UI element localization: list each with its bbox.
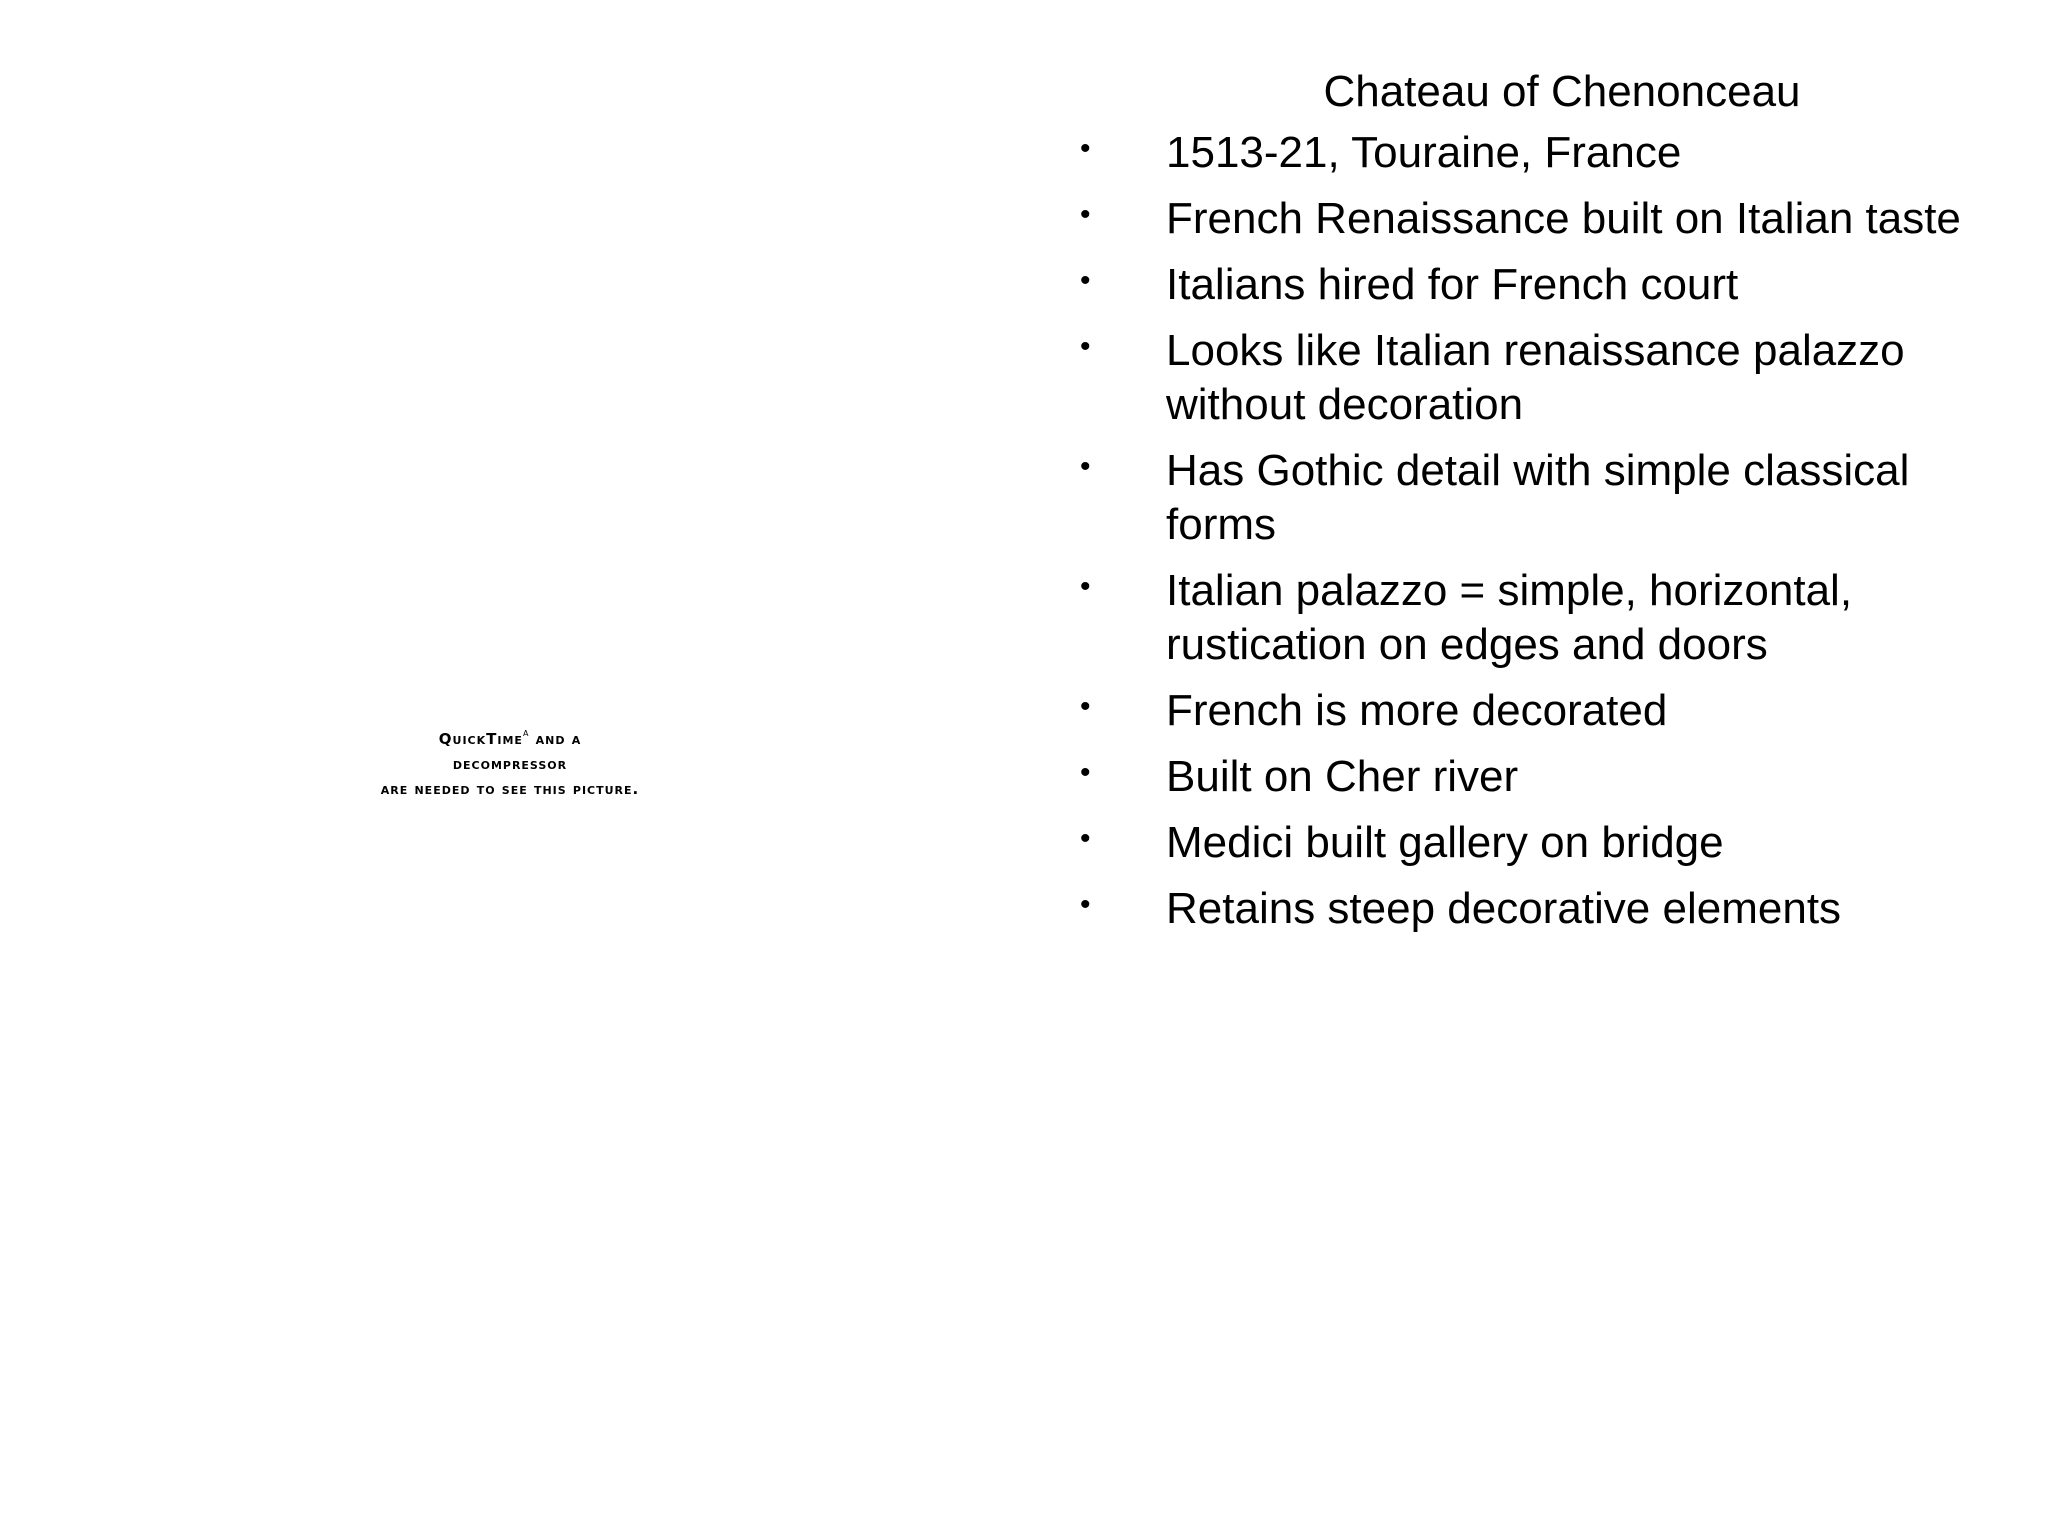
bullet-text: Italians hired for French court [1166, 260, 1739, 309]
placeholder-line-3: are needed to see this picture. [380, 780, 640, 798]
bullet-text: 1513-21, Touraine, France [1166, 128, 1682, 177]
bullet-text: Retains steep decorative elements [1166, 884, 1842, 933]
bullet-item [1080, 816, 2030, 870]
bullet-text: Italian palazzo = simple, horizontal, rustication on edges and doors [1166, 566, 1853, 669]
bullet-item [1080, 444, 2030, 552]
bullet-item [1080, 564, 2030, 672]
bullet-item [1080, 324, 2030, 432]
placeholder-superscript: a [522, 726, 530, 739]
bullet-text: French Renaissance built on Italian taste [1166, 194, 1961, 243]
bullet-item [1080, 750, 2030, 804]
bullet-icon: • [1080, 570, 1091, 603]
bullet-icon: • [1080, 330, 1091, 363]
bullet-icon: • [1080, 198, 1091, 231]
slide-title: Chateau of Chenonceau [1323, 67, 1801, 116]
bullet-text: Medici built gallery on bridge [1166, 818, 1724, 867]
bullet-icon: • [1080, 822, 1091, 855]
bullet-text: Has Gothic detail with simple classical forms [1166, 446, 1910, 549]
bullet-icon: • [1080, 690, 1091, 723]
bullet-icon: • [1080, 132, 1091, 165]
bullet-text: Looks like Italian renaissance palazzo without decoration [1166, 326, 1905, 429]
bullet-item [1080, 684, 2030, 738]
bullet-icon: • [1080, 264, 1091, 297]
bullet-text: Built on Cher river [1166, 752, 1519, 801]
placeholder-text-and-a: and a [529, 730, 582, 748]
bullet-text: French is more decorated [1166, 686, 1668, 735]
bullet-icon: • [1080, 450, 1091, 483]
placeholder-line-1 [320, 720, 700, 752]
bullet-item [1080, 192, 2030, 246]
bullet-item [1080, 126, 2030, 180]
placeholder-line-2: decompressor [452, 755, 568, 773]
bullet-icon: • [1080, 756, 1091, 789]
placeholder-text-quicktime: QuickTime [438, 730, 523, 748]
bullet-item [1080, 882, 2030, 936]
text-content [1080, 58, 2030, 948]
missing-picture-placeholder [320, 720, 700, 802]
bullet-list [1080, 126, 2030, 936]
bullet-icon: • [1080, 888, 1091, 921]
bullet-item [1080, 258, 2030, 312]
